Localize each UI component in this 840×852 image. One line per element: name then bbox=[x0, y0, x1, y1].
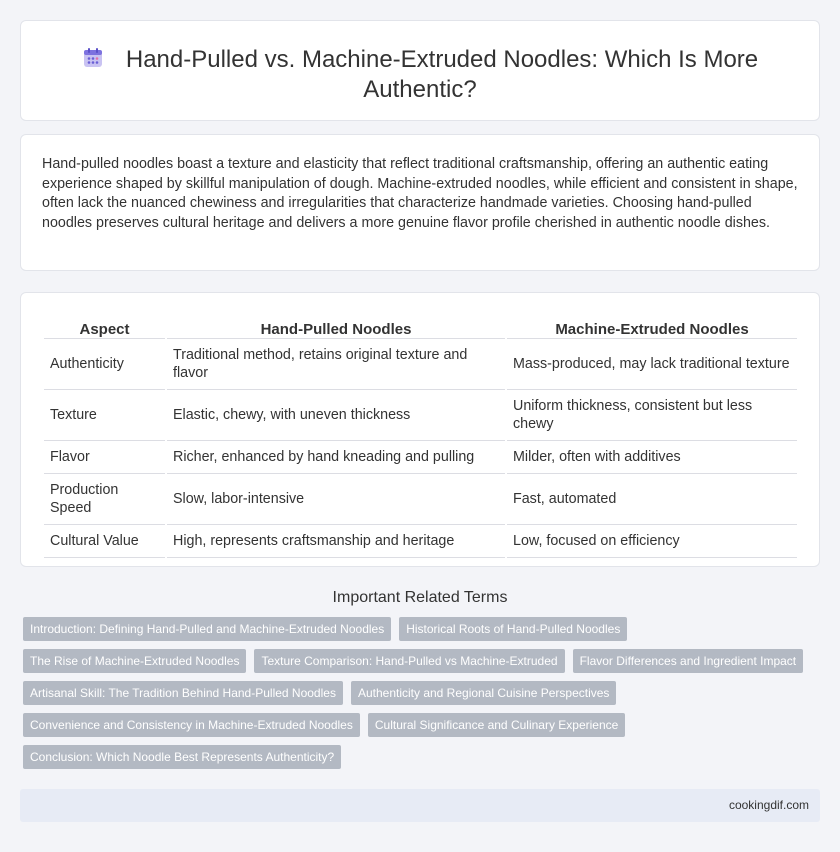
related-term-tag[interactable]: Authenticity and Regional Cuisine Perspectives bbox=[351, 681, 616, 705]
comparison-card bbox=[20, 292, 820, 567]
related-term-tag[interactable]: Flavor Differences and Ingredient Impact bbox=[573, 649, 804, 673]
row-machine-extruded: Mass-produced, may lack traditional texture bbox=[507, 339, 797, 390]
row-hand-pulled: Elastic, chewy, with uneven thickness bbox=[167, 390, 505, 441]
related-terms-list bbox=[20, 617, 820, 777]
related-term-tag[interactable]: Texture Comparison: Hand-Pulled vs Machine-Extruded bbox=[254, 649, 564, 673]
footer-site-link[interactable]: cookingdif.com bbox=[728, 798, 809, 812]
table-row bbox=[44, 441, 797, 474]
row-machine-extruded: Uniform thickness, consistent but less chewy bbox=[507, 390, 797, 441]
column-header-hand-pulled: Hand-Pulled Noodles bbox=[167, 315, 505, 339]
intro-card bbox=[20, 134, 820, 271]
table-row bbox=[44, 525, 797, 558]
column-header-aspect: Aspect bbox=[44, 315, 165, 339]
row-aspect: Cultural Value bbox=[44, 525, 165, 558]
row-hand-pulled: Richer, enhanced by hand kneading and pulling bbox=[167, 441, 505, 474]
page-title bbox=[81, 45, 759, 105]
table-row bbox=[44, 339, 797, 390]
related-term-tag[interactable]: Artisanal Skill: The Tradition Behind Hand-Pulled Noodles bbox=[23, 681, 343, 705]
intro-paragraph: Hand-pulled noodles boast a texture and elasticity that reflect traditional craftsmanship, offering an authentic eating experience shaped by skillful manipulation of dough. Machine-extruded noodles, while efficient and consistent in shape, often lack the nuanced chewiness and irregularities that characterize handmade varieties. Choosing hand-pulled noodles preserves cultural heritage and delivers a more genuine flavor profile cherished in authentic noodle dishes. bbox=[42, 156, 798, 231]
row-aspect: Authenticity bbox=[44, 339, 165, 390]
related-term-tag[interactable]: Convenience and Consistency in Machine-Extruded Noodles bbox=[23, 713, 360, 737]
row-machine-extruded: Fast, automated bbox=[507, 474, 797, 525]
column-header-machine-extruded: Machine-Extruded Noodles bbox=[507, 315, 797, 339]
footer-bar bbox=[20, 789, 820, 822]
row-aspect: Texture bbox=[44, 390, 165, 441]
comparison-table bbox=[42, 315, 799, 558]
header-card bbox=[20, 20, 820, 121]
row-aspect: Production Speed bbox=[44, 474, 165, 525]
page-title-text: Hand-Pulled vs. Machine-Extruded Noodles: Which Is More Authentic? bbox=[125, 46, 759, 103]
table-row bbox=[44, 390, 797, 441]
related-term-tag[interactable]: Cultural Significance and Culinary Experience bbox=[368, 713, 625, 737]
row-machine-extruded: Milder, often with additives bbox=[507, 441, 797, 474]
row-hand-pulled: High, represents craftsmanship and heritage bbox=[167, 525, 505, 558]
related-terms-heading: Important Related Terms bbox=[332, 589, 508, 606]
row-hand-pulled: Slow, labor-intensive bbox=[167, 474, 505, 525]
table-row bbox=[44, 474, 797, 525]
row-hand-pulled: Traditional method, retains original texture and flavor bbox=[167, 339, 505, 390]
related-term-tag[interactable]: Historical Roots of Hand-Pulled Noodles bbox=[399, 617, 627, 641]
row-aspect: Flavor bbox=[44, 441, 165, 474]
related-term-tag[interactable]: Introduction: Defining Hand-Pulled and Machine-Extruded Noodles bbox=[23, 617, 391, 641]
row-machine-extruded: Low, focused on efficiency bbox=[507, 525, 797, 558]
related-term-tag[interactable]: Conclusion: Which Noodle Best Represents Authenticity? bbox=[23, 745, 341, 769]
calendar-icon bbox=[82, 47, 104, 69]
table-header-row bbox=[44, 315, 797, 339]
related-term-tag[interactable]: The Rise of Machine-Extruded Noodles bbox=[23, 649, 246, 673]
